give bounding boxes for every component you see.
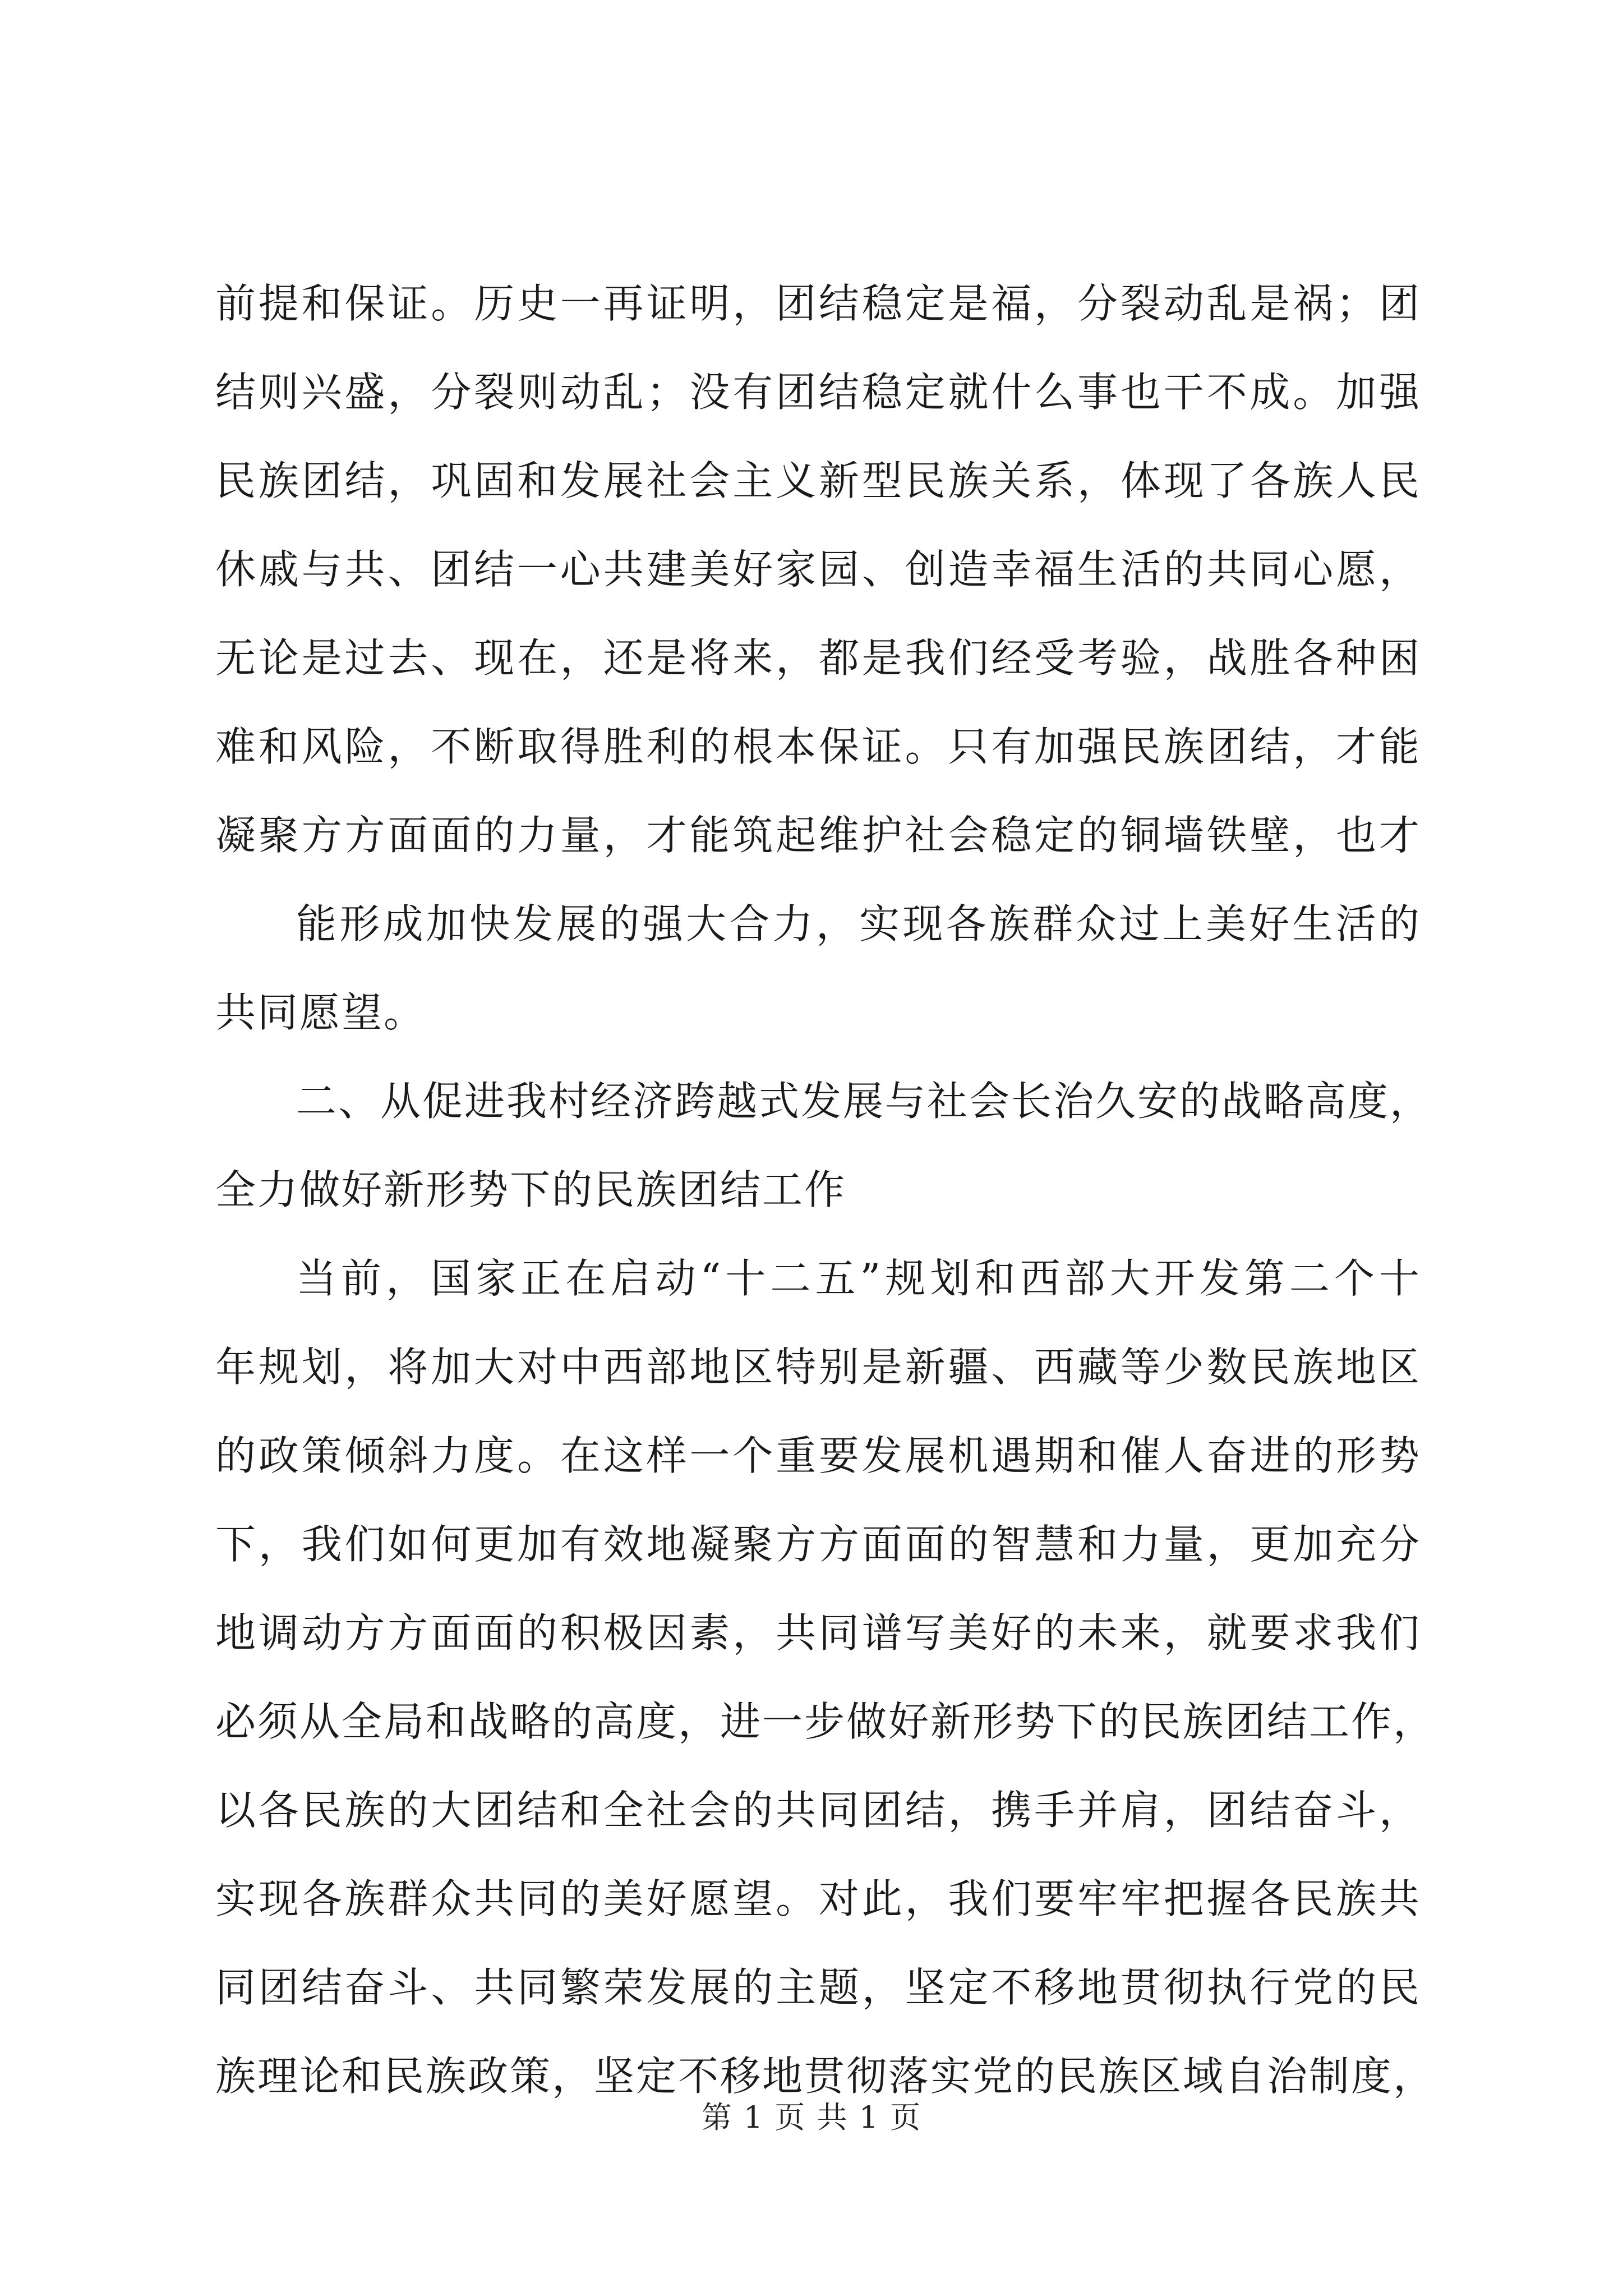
- text-line: 下，我们如何更加有效地凝聚方方面面的智慧和力量，更加充分: [215, 1521, 1421, 1568]
- text-line: 民族团结，巩固和发展社会主义新型民族关系，体现了各族人民: [215, 457, 1421, 504]
- section-heading-line: 全力做好新形势下的民族团结工作: [215, 1166, 847, 1213]
- text-line: 无论是过去、现在，还是将来，都是我们经受考验，战胜各种困: [215, 634, 1421, 682]
- section-heading-line: 二、从促进我村经济跨越式发展与社会长治久安的战略高度，: [296, 1078, 1432, 1125]
- text-line: 地调动方方面面的积极因素，共同谱写美好的未来，就要求我们: [215, 1609, 1421, 1657]
- text-line: 休戚与共、团结一心共建美好家园、创造幸福生活的共同心愿，: [215, 546, 1421, 593]
- text-line: 以各民族的大团结和全社会的共同团结，携手并肩，团结奋斗，: [215, 1787, 1421, 1834]
- text-line: 必须从全局和战略的高度，进一步做好新形势下的民族团结工作，: [215, 1698, 1436, 1745]
- document-body: [215, 259, 1436, 2120]
- text-line: 同团结奋斗、共同繁荣发展的主题，坚定不移地贯彻执行党的民: [215, 1964, 1421, 2011]
- text-line: 族理论和民族政策，坚定不移地贯彻落实党的民族区域自治制度，: [215, 2053, 1436, 2100]
- text-line: 年规划，将加大对中西部地区特别是新疆、西藏等少数民族地区: [215, 1343, 1421, 1391]
- text-line: 的政策倾斜力度。在这样一个重要发展机遇期和催人奋进的形势: [215, 1432, 1421, 1479]
- text-line: 实现各族群众共同的美好愿望。对此，我们要牢牢把握各民族共: [215, 1875, 1421, 1922]
- text-line: 前提和保证。历史一再证明，团结稳定是福，分裂动乱是祸；团: [215, 280, 1421, 327]
- text-line: 共同愿望。: [215, 989, 426, 1036]
- page-number-footer: 第 1 页 共 1 页: [701, 2100, 922, 2135]
- text-line: 结则兴盛，分裂则动乱；没有团结稳定就什么事也干不成。加强: [215, 369, 1421, 416]
- paragraph-first-line: 当前，国家正在启动“十二五”规划和西部大开发第二个十: [296, 1255, 1421, 1302]
- text-line: 难和风险，不断取得胜利的根本保证。只有加强民族团结，才能: [215, 723, 1421, 770]
- paragraph-first-line: 能形成加快发展的强大合力，实现各族群众过上美好生活的: [296, 900, 1421, 947]
- text-line: 凝聚方方面面的力量，才能筑起维护社会稳定的铜墙铁壁，也才: [215, 812, 1421, 859]
